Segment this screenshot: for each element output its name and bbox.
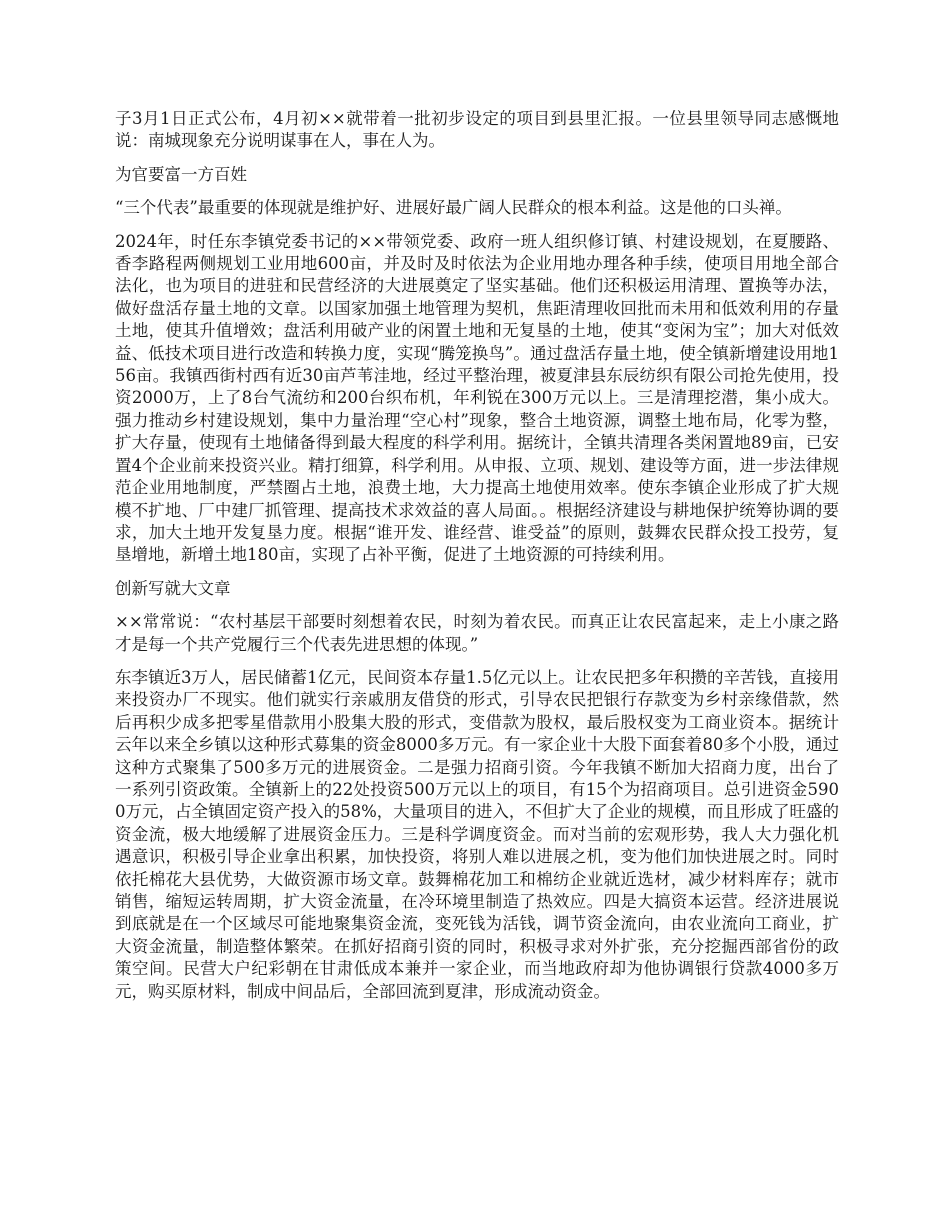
paragraph-intro: 子3月1日正式公布，4月初××就带着一批初步设定的项目到县里汇报。一位县里领导同志感慨地说：南城现象充分说明谋事在人，事在人为。 bbox=[115, 109, 839, 151]
paragraph-land-use: 2024年，时任东李镇党委书记的××带领党委、政府一班人组织修订镇、村建设规划，在夏腰路、香李路程两侧规划工业用地600亩，并及时及时依法为企业用地办理各种手续，使项目用地全部合法化，也为项目的进驻和民营经济的大进展奠定了坚实基础。他们还积极运用清理、置换等办法，做好盘活存量土地的文章。以国家加强土地管理为契机，焦距清理收回批而未用和低效利用的存量土地，使其升值增效；盘活利用破产业的闲置土地和无复垦的土地，使其“变闲为宝”；加大对低效益、低技术项目进行改造和转换力度，实现“腾笼换鸟”。通过盘活存量土地，使全镇新增建设用地156亩。我镇西街村西有近30亩芦苇洼地，经过平整治理，被夏津县东辰纺织有限公司抢先使用，投资2000万，上了8台气流纺和200台织布机，年利锐在300万元以上。三是清理挖潜，集小成大。强力推动乡村建设规划，集中力量治理“空心村”现象，整合土地资源，调整土地布局，化零为整，扩大存量，使现有土地储备得到最大程度的科学利用。据统计，全镇共清理各类闲置地89亩，已安置4个企业前来投资兴业。精打细算，科学利用。从申报、立项、规划、建设等方面，进一步法律规范企业用地制度，严禁圈占土地，浪费土地，大力提高土地使用效率。使东李镇企业形成了扩大规模不扩地、厂中建厂抓管理、提高技术求效益的喜人局面。。根据经济建设与耕地保护统筹协调的要求，加大土地开发复垦力度。根据“谁开发、谁经营、谁受益”的原则，鼓舞农民群众投工投劳，复垦增地，新增土地180亩，实现了占补平衡，促进了土地资源的可持续利用。 bbox=[115, 231, 839, 565]
paragraph-three-represents: “三个代表”最重要的体现就是维护好、进展好最广阔人民群众的根本利益。这是他的口头禅。 bbox=[115, 198, 792, 218]
section-heading-serve-people: 为官要富一方百姓 bbox=[115, 164, 247, 184]
paragraph-quote: ××常常说：“农村基层干部要时刻想着农民，时刻为着农民。而真正让农民富起来，走上小康之路才是每一个共产党履行三个代表先进思想的体现。” bbox=[115, 612, 839, 654]
document-body bbox=[115, 108, 839, 1014]
section-heading-innovation: 创新写就大文章 bbox=[115, 578, 231, 598]
paragraph-capital: 东李镇近3万人，居民储蓄1亿元，民间资本存量1.5亿元以上。让农民把多年积攒的辛苦钱，直接用来投资办厂不现实。他们就实行亲戚朋友借贷的形式，引导农民把银行存款变为乡村亲缘借款，然后再积少成多把零星借款用小股集大股的形式，变借款为股权，最后股权变为工商业资本。据统计云年以来全乡镇以这种形式募集的资金8000多万元。有一家企业十大股下面套着80多个小股，通过这种方式聚集了500多万元的进展资金。二是强力招商引资。今年我镇不断加大招商力度，出台了一系列引资政策。全镇新上的22处投资500万元以上的项目，有15个为招商项目。总引进资金5900万元，占全镇固定资产投入的58%，大量项目的进入，不但扩大了企业的规模，而且形成了旺盛的资金流，极大地缓解了进展资金压力。三是科学调度资金。而对当前的宏观形势，我人大力强化机遇意识，积极引导企业拿出积累，加快投资，将别人难以进展之机，变为他们加快进展之时。同时依托棉花大县优势，大做资源市场文章。鼓舞棉花加工和棉纺企业就近选材，减少材料库存；就市销售，缩短运转周期，扩大资金流量，在冷环境里制造了热效应。四是大搞资本运营。经济进展说到底就是在一个区域尽可能地聚集资金流，变死钱为活钱，调节资金流向，由农业流向工商业，扩大资金流量，制造整体繁荣。在抓好招商引资的同时，积极寻求对外扩张，充分挖掘西部省份的政策空间。民营大户纪彩朝在甘肃低成本兼并一家企业，而当地政府却为他协调银行贷款4000多万元，购买原材料，制成中间品后，全部回流到夏津，形成流动资金。 bbox=[115, 667, 839, 1001]
